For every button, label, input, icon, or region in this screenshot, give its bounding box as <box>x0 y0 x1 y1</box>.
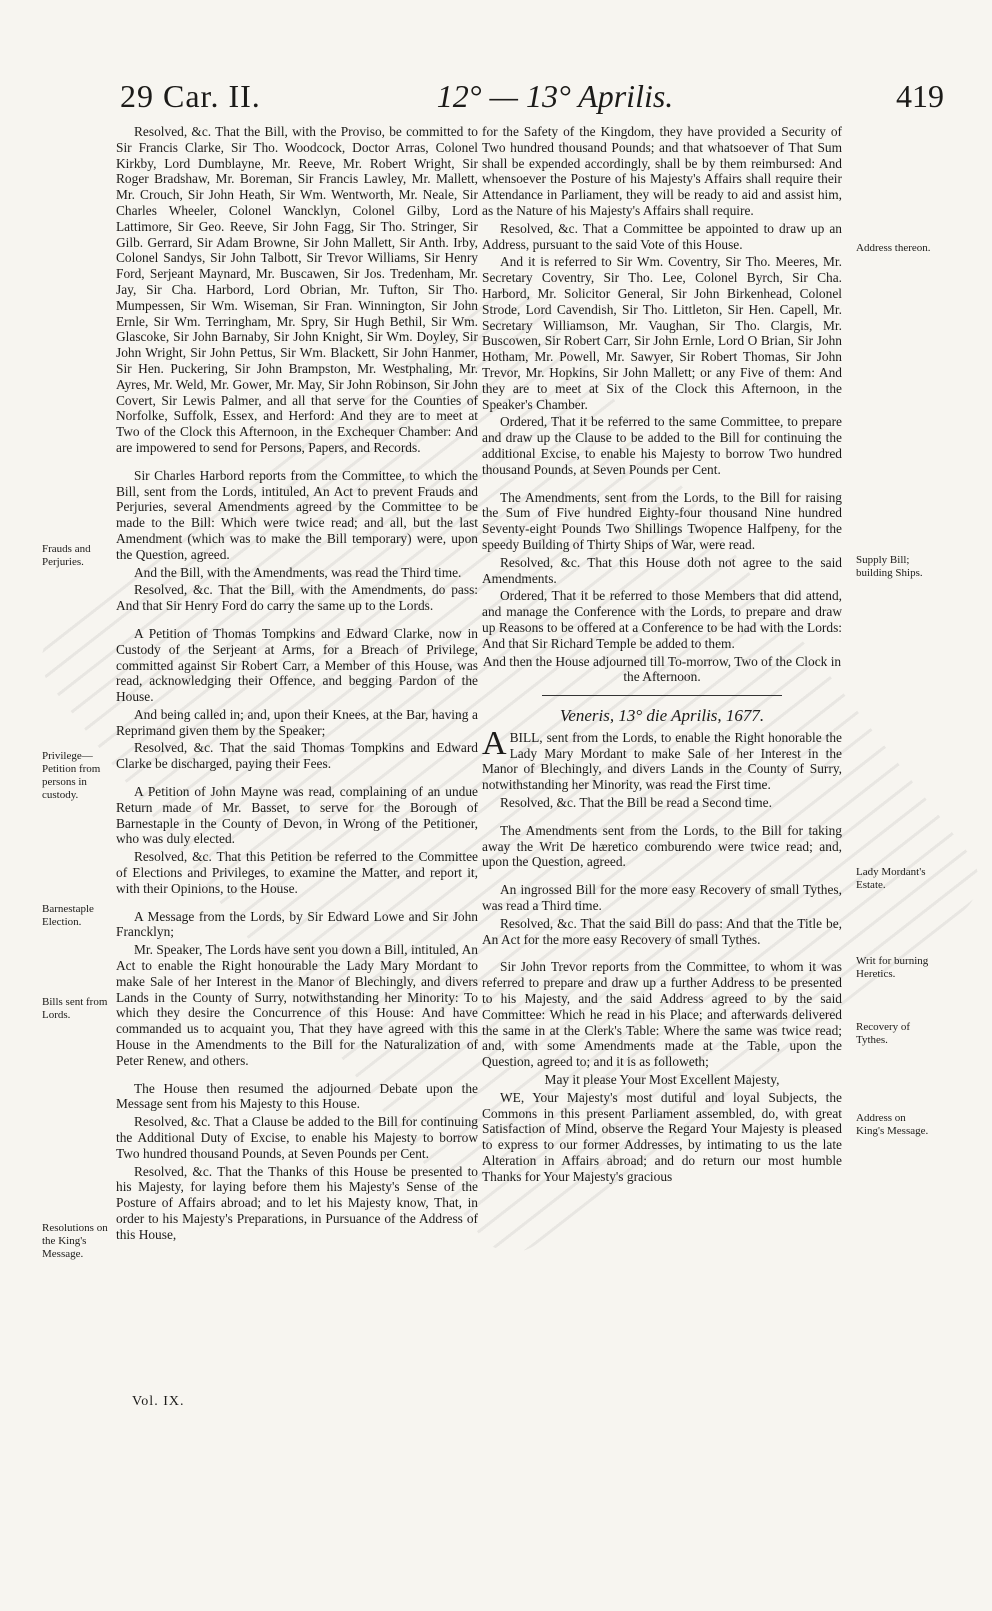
margin-note-address-king: Address on King's Message. <box>856 1112 929 1137</box>
paragraph: Ordered, That it be referred to the same Committee, to prepare and draw up the Clause to be added to the Bill for continuing the additional Excise, to enable his Majesty to borrow Two hundred thousand Pounds, at Seven Pounds per Cent. <box>482 414 842 477</box>
margin-note-frauds: Frauds and Perjuries. <box>42 543 91 568</box>
paragraph: Resolved, &c. That a Clause be added to the Bill for continuing the Additional Duty of Excise, to enable his Majesty to borrow Two hundred thousand Pounds, at Seven Pounds per Cent. <box>116 1114 478 1161</box>
page-number: 419 <box>896 78 944 114</box>
paragraph: The House then resumed the adjourned Debate upon the Message sent from his Majesty to this House. <box>116 1080 478 1112</box>
paragraph: Resolved, &c. That the Bill, with the Amendments, do pass: And that Sir Henry Ford do carry the same up to the Lords. <box>116 582 478 614</box>
running-head-left: 29 Car. II. <box>120 78 261 114</box>
paragraph: WE, Your Majesty's most dutiful and loyal Subjects, the Commons in this present Parliament assembled, do, with great Satisfaction of Mind, observe the Regard Your Majesty is pleased to express to our former Addresses, by intimating to us the late Alteration in Affairs abroad; and do return our most humble Thanks for Your Majesty's gracious <box>482 1089 842 1184</box>
paragraph: Sir Charles Harbord reports from the Committee, to which the Bill, sent from the Lords, intituled, An Act to prevent Frauds and Perjuries, several Amendments agreed by the Committee to be made to the Bill: Which were twice read; and all, but the last Amendment (which was to make the Bill temporary) were, upon the Question, agreed. <box>116 467 478 562</box>
paragraph: A Petition of John Mayne was read, complaining of an undue Return made of Mr. Basset, to serve for the Borough of Barnestaple in the County of Devon, in Wrong of the Petitioner, who was duly elected. <box>116 784 478 847</box>
paragraph: Ordered, That it be referred to those Members that did attend, and manage the Conference with the Lords, to prepare and draw up Reasons to be offered at a Conference to be had with the Lords: And that Sir Richard Temple be added to them. <box>482 588 842 651</box>
running-head-center: 12° — 13° Aprilis. <box>436 78 674 114</box>
page-header <box>110 78 944 124</box>
paragraph: A Petition of Thomas Tompkins and Edward Clarke, now in Custody of the Serjeant at Arms, for a Breach of Privilege, committed against Sir Robert Carr, a Member of this House, was read, acknowledging their Offence, and begging Pardon of the House. <box>116 625 478 705</box>
margin-note-privilege: Privilege—Petition from persons in custody. <box>42 750 101 801</box>
paragraph: The Amendments, sent from the Lords, to the Bill for raising the Sum of Five hundred Eighty-four thousand Nine hundred Seventy-eight Pounds Two Shillings Twopence Halfpeny, for the speedy Building of Thirty Ships of War, were read. <box>482 489 842 552</box>
paragraph: Resolved, &c. That the said Bill do pass: And that the Title be, An Act for the more easy Recovery of small Tythes. <box>482 915 842 947</box>
paragraph: Resolved, &c. That the Bill, with the Proviso, be committed to Sir Francis Clarke, Sir Tho. Woodcock, Doctor Arras, Colonel Kirkby, Lord Dumblayne, Mr. Reeve, Mr. Robert Wright, Sir Roger Bradshaw, Mr. Boreman, Sir Francis Lawley, Mr. Mallett, Mr. Crouch, Sir John Heath, Sir Wm. Wentworth, Mr. Neale, Sir Charles Wheeler, Colonel Wancklyn, Colonel Gilby, Lord Lattimore, Sir Geo. Reeve, Sir John Fagg, Sir Tho. Stringer, Sir Gilb. Gerrard, Sir Adam Browne, Sir John Mallett, Sir Anth. Irby, Colonel Sandys, Sir John Talbott, Sir Trevor Williams, Sir Henry Ford, Serjeant Maynard, Mr. Buscawen, Sir Jos. Tredenham, Mr. Jay, Sir Cha. Harbord, Lord Obrian, Mr. Tufton, Sir Tho. Mumpessen, Sir Wm. Wiseman, Sir Fran. Winnington, Sir John Ernle, Sir Wm. Terringham, Mr. Spry, Sir Hugh Bethil, Sir Wm. Glascoke, Sir John Barnaby, Sir John Knight, Sir Wm. Doyley, Sir John Wright, Sir John Pettus, Sir Wm. Blackett, Sir John Hanmer, Sir Hen. Puckering, Sir John Brampston, Mr. Westphaling, Mr. Ayres, Mr. Weld, Mr. Gower, Mr. May, Sir John Robinson, Sir John Covert, Sir Lewis Palmer, and all that serve for the Counties of Norfolke, Suffolk, Essex, and Herford: And they are to meet at Two of the Clock this Afternoon, in the Exchequer Chamber: And are impowered to send for Persons, Papers, and Records. <box>116 124 478 455</box>
paragraph: An ingrossed Bill for the more easy Recovery of small Tythes, was read a Third time. <box>482 882 842 914</box>
paragraph: Resolved, &c. That a Committee be appointed to draw up an Address, pursuant to the said Vote of this House. <box>482 220 842 252</box>
margin-note-supply: Supply Bill; building Ships. <box>856 554 923 579</box>
paragraph: Resolved, &c. That the said Thomas Tompkins and Edward Clarke be discharged, paying their Fees. <box>116 740 478 772</box>
margin-note-resolutions: Resolutions on the King's Message. <box>42 1222 108 1260</box>
paragraph: ABILL, sent from the Lords, to enable the Right honorable the Lady Mary Mordant to make Sale of her Interest in the Manor of Blechingly, and divers Lands in the County of Surry, notwithstanding her Minority, was read the First time. <box>482 724 842 793</box>
margin-note-lady-mordant: Lady Mordant's Estate. <box>856 866 926 891</box>
paragraph: Resolved, &c. That the Thanks of this House be presented to his Majesty, for laying before them his Majesty's Sense of the Posture of Affairs abroad; and to let his Majesty know, That, in order to his Majesty's Preparations, in Pursuance of the Address of this House, <box>116 1163 478 1242</box>
adjournment: And then the House adjourned till To-morrow, Two of the Clock in the Afternoon. <box>482 653 842 685</box>
margin-note-barnestaple: Barnestaple Election. <box>42 903 94 928</box>
right-column <box>482 124 842 1187</box>
paragraph: Resolved, &c. That this House doth not agree to the said Amendments. <box>482 554 842 586</box>
left-column <box>116 124 478 1245</box>
paragraph: Sir John Trevor reports from the Committee, to whom it was referred to prepare and draw up a further Address to be presented to his Majesty, and the said Address agreed to by the said Committee: Which he read in his Place; and afterwards delivered the same in at the Clerk's Table: Where the same was twice read; and, with some Amendments made at the Table, upon the Question, agreed to; and it is as followeth; <box>482 959 842 1070</box>
paragraph: Resolved, &c. That this Petition be referred to the Committee of Elections and Privileges, to examine the Matter, and report it, with their Opinions, to the House. <box>116 849 478 896</box>
volume-signature: Vol. IX. <box>132 1394 185 1409</box>
section-rule <box>542 695 782 696</box>
paragraph: for the Safety of the Kingdom, they have provided a Security of Two hundred thousand Pounds; and that whatsoever of That Sum shall be expended accordingly, shall be by them reimbursed: And whensoever the Posture of his Majesty's Affairs shall require their Attendance in Parliament, they will be ready to aid and assist him, as the Nature of his Majesty's Affairs shall require. <box>482 124 842 218</box>
paragraph: Resolved, &c. That the Bill be read a Second time. <box>500 795 772 811</box>
paragraph: The Amendments sent from the Lords, to the Bill for taking away the Writ De hæretico comburendo were twice read; and, upon the Question, agreed. <box>482 822 842 870</box>
paragraph: Mr. Speaker, The Lords have sent you down a Bill, intituled, An Act to enable the Right honourable the Lady Mary Mordant to make Sale of her Interest in the Manor of Blechingly, and divers Lands in the County of Surry, notwithstanding her Minority: To which they desire the Concurrence of this House: And have commanded us to acquaint you, That they have agreed with this House in the Amendments to the Bill for the Naturalization of Peter Renew, and others. <box>116 942 478 1068</box>
margin-note-tythes: Recovery of Tythes. <box>856 1021 911 1046</box>
paragraph: And being called in; and, upon their Knees, at the Bar, having a Reprimand given them by the Speaker; <box>116 706 478 738</box>
session-heading: Veneris, 13° die Aprilis, 1677. <box>559 706 765 726</box>
margin-note-address: Address thereon. <box>856 242 931 254</box>
paragraph: And the Bill, with the Amendments, was read the Third time. <box>134 564 462 580</box>
salutation: May it please Your Most Excellent Majesty, <box>544 1072 780 1088</box>
margin-note-writ: Writ for burning Heretics. <box>856 955 929 980</box>
paragraph: A Message from the Lords, by Sir Edward Lowe and Sir John Francklyn; <box>116 908 478 940</box>
paragraph: And it is referred to Sir Wm. Coventry, Sir Tho. Meeres, Mr. Secretary Coventry, Sir Tho. Lee, Colonel Byrch, Sir Cha. Harbord, Mr. Solicitor General, Sir John Birkenhead, Colonel Strode, Lord Cavendish, Sir Tho. Littleton, Sir Hen. Capell, Mr. Secretary Williamson, Mr. Vaughan, Sir Tho. Clargis, Mr. Buscowen, Sir Robert Carr, Sir John Ernle, Lord O Brian, Sir John Hotham, Mr. Powell, Mr. Sawyer, Sir Robert Thomas, Sir John Trevor, Mr. Hopkins, Sir John Mallett; or any Five of them: And they are to meet at Six of the Clock this Afternoon, in the Speaker's Chamber. <box>482 254 842 412</box>
margin-note-bills-lords: Bills sent from Lords. <box>42 996 108 1021</box>
